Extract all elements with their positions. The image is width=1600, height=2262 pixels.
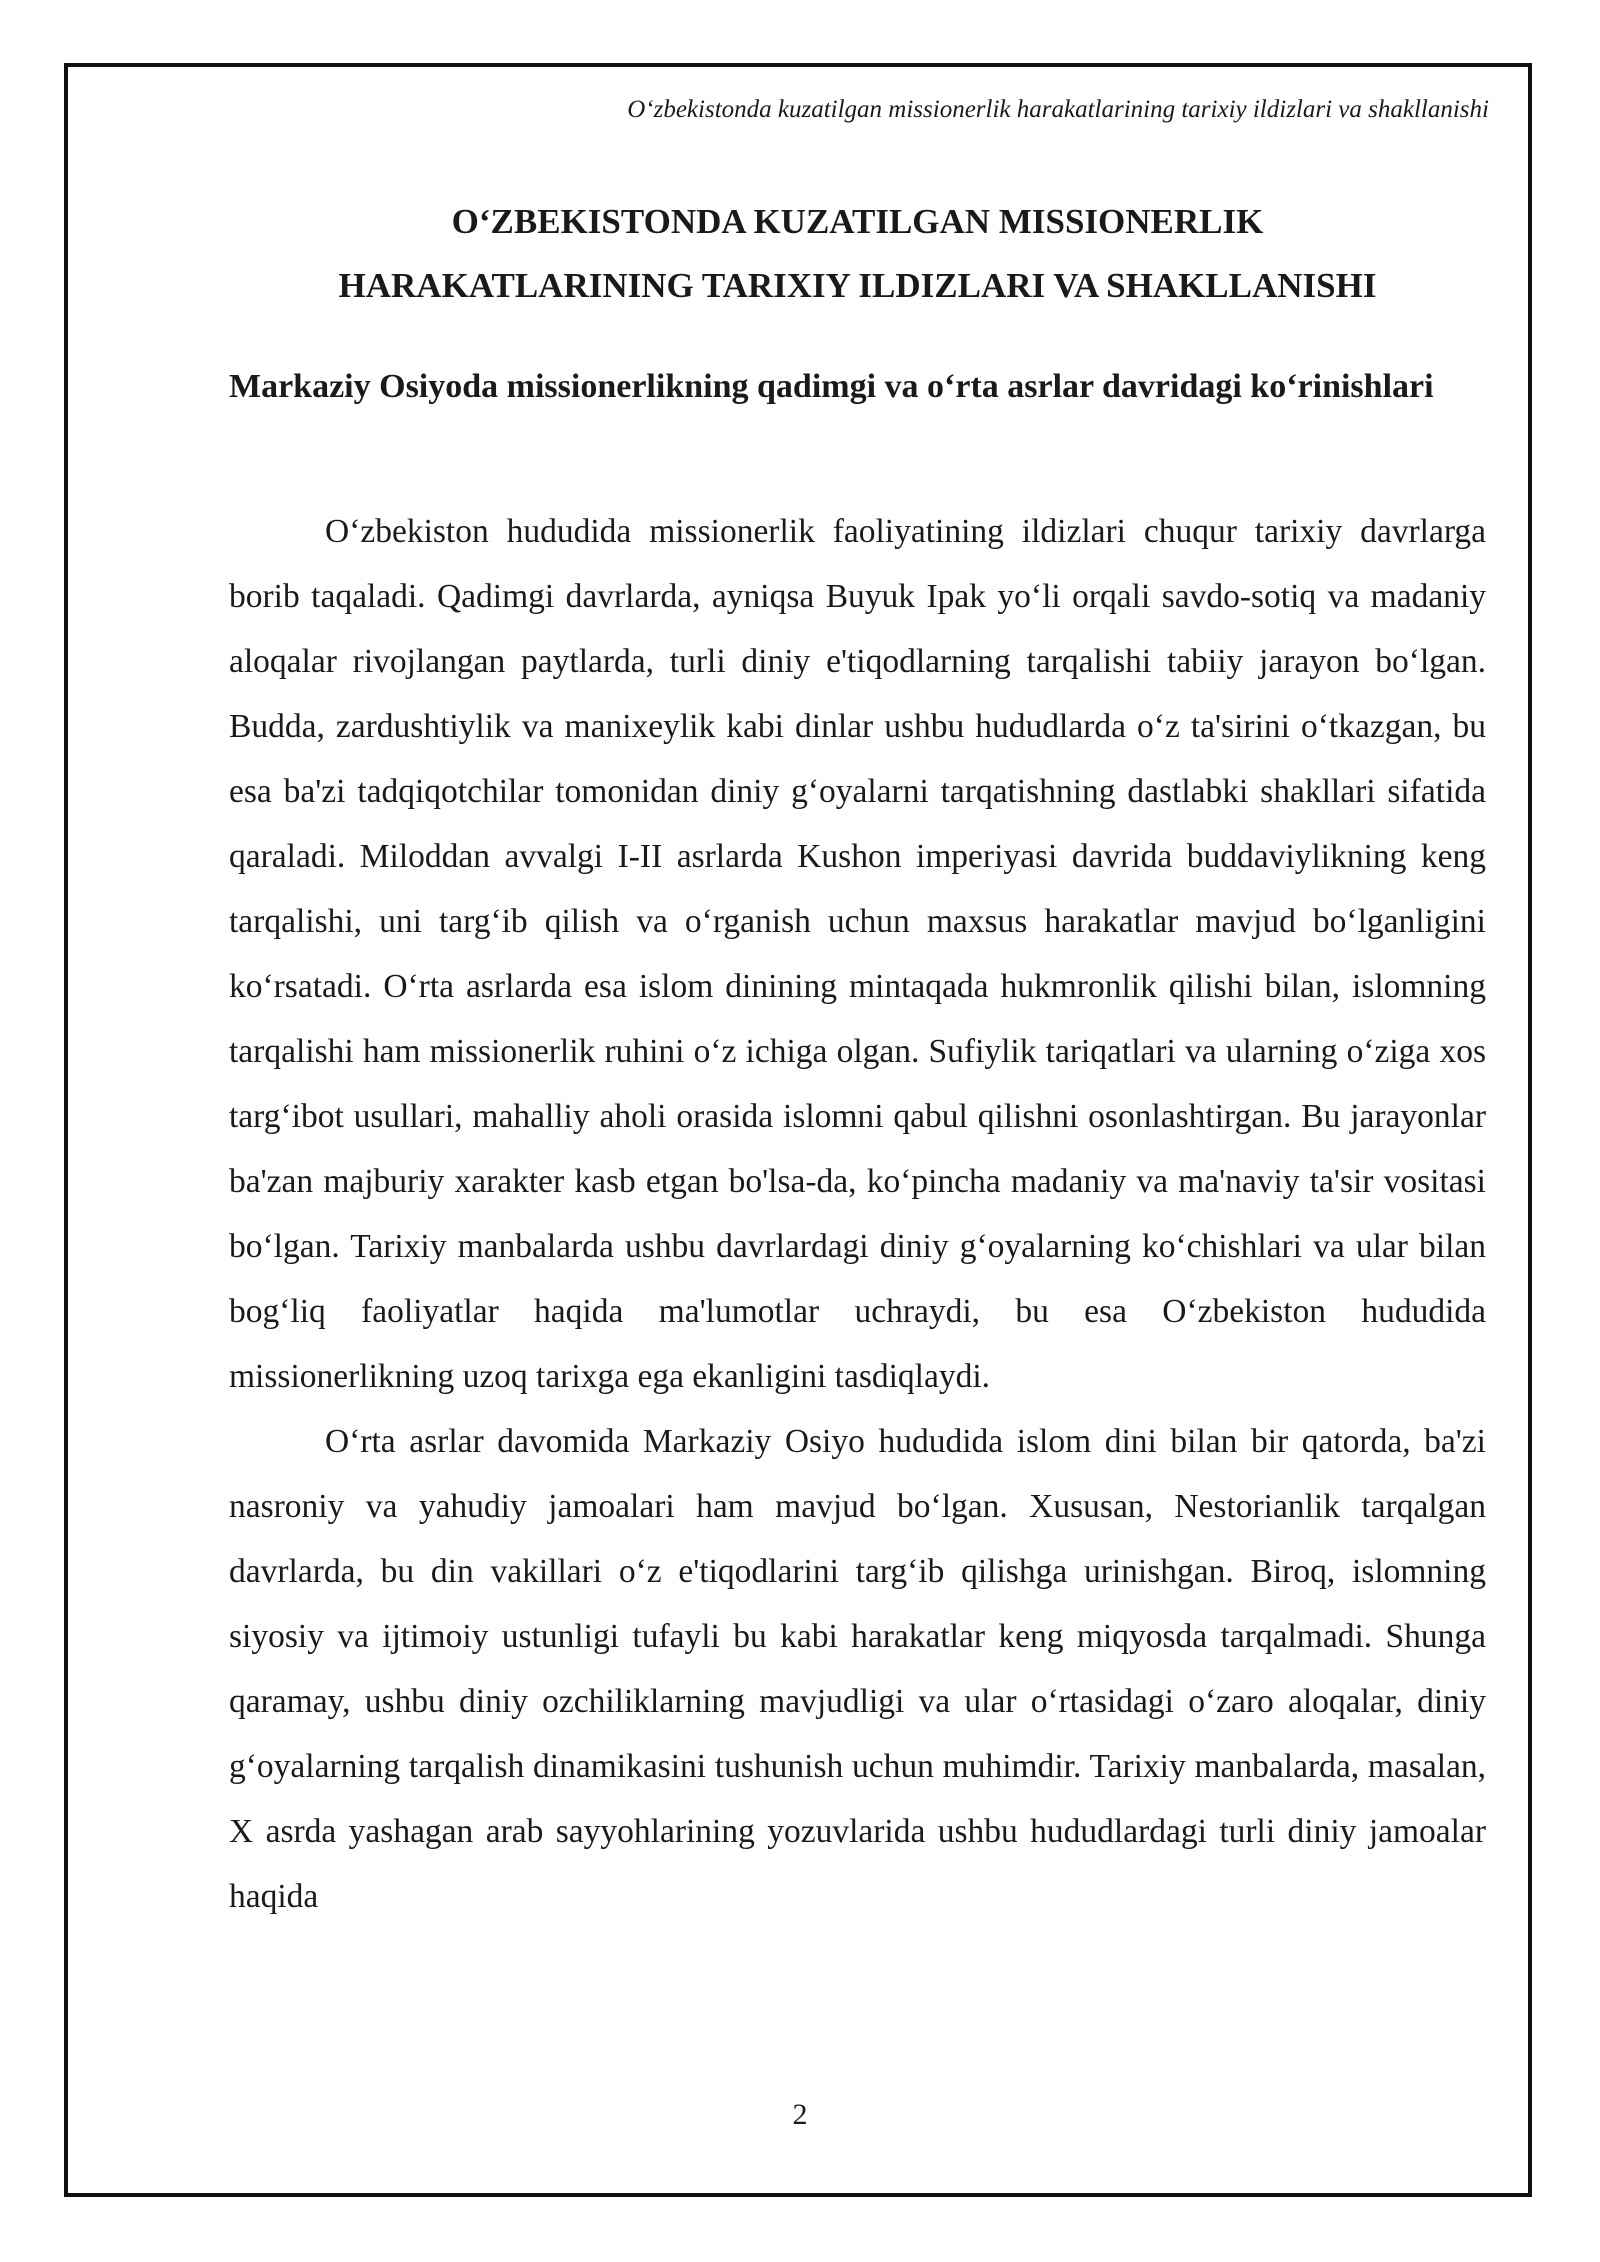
paragraph-2: O‘rta asrlar davomida Markaziy Osiyo hududida islom dini bilan bir qatorda, ba'zi nasroniy va yahudiy jamoalari ham mavjud bo‘lgan. Xususan, Nestorianlik tarqalgan davrlarda, bu din vakillari o‘z e'tiqodlarini targ‘ib qilishga urinishgan. Biroq, islomning siyosiy va ijtimoiy ustunligi tufayli bu kabi harakatlar keng miqyosda tarqalmadi. Shunga qaramay, ushbu diniy ozchiliklarning mavjudligi va ular o‘rtasidagi o‘zaro aloqalar, diniy g‘oyalarning tarqalish dinamikasini tushunish uchun muhimdir. Tarixiy manbalarda, masalan, X asrda yashagan arab sayyohlarining yozuvlarida ushbu hududlardagi turli diniy jamoalar haqida <box>229 1423 1486 1915</box>
document-title <box>229 190 1486 318</box>
body-text <box>229 499 1486 1929</box>
title-line-1: O‘ZBEKISTONDA KUZATILGAN MISSIONERLIK <box>451 202 1264 241</box>
running-header: O‘zbekistonda kuzatilgan missionerlik harakatlarining tarixiy ildizlari va shakllanishi <box>627 96 1489 123</box>
paragraph-1: O‘zbekiston hududida missionerlik faoliyatining ildizlari chuqur tarixiy davrlarga borib taqaladi. Qadimgi davrlarda, ayniqsa Buyuk Ipak yo‘li orqali savdo-sotiq va madaniy aloqalar rivojlangan paytlarda, turli diniy e'tiqodlarning tarqalishi tabiiy jarayon bo‘lgan. Budda, zardushtiylik va manixeylik kabi dinlar ushbu hududlarda o‘z ta'sirini o‘tkazgan, bu esa ba'zi tadqiqotchilar tomonidan diniy g‘oyalarni tarqatishning dastlabki shakllari sifatida qaraladi. Miloddan avvalgi I-II asrlarda Kushon imperiyasi davrida buddaviylikning keng tarqalishi, uni targ‘ib qilish va o‘rganish uchun maxsus harakatlar mavjud bo‘lganligini ko‘rsatadi. O‘rta asrlarda esa islom dinining mintaqada hukmronlik qilishi bilan, islomning tarqalishi ham missionerlik ruhini o‘z ichiga olgan. Sufiylik tariqatlari va ularning o‘ziga xos targ‘ibot usullari, mahalliy aholi orasida islomni qabul qilishni osonlashtirgan. Bu jarayonlar ba'zan majburiy xarakter kasb etgan bo'lsa-da, ko‘pincha madaniy va ma'naviy ta'sir vositasi bo‘lgan. Tarixiy manbalarda ushbu davrlardagi diniy g‘oyalarning ko‘chishlari va ular bilan bog‘liq faoliyatlar haqida ma'lumotlar uchraydi, bu esa O‘zbekiston hududida missionerlikning uzoq tarixga ega ekanligini tasdiqlaydi. <box>229 513 1486 1395</box>
section-heading: Markaziy Osiyoda missionerlikning qadimgi va o‘rta asrlar davridagi ko‘rinishlari <box>229 368 1434 405</box>
title-line-2: HARAKATLARINING TARIXIY ILDIZLARI VA SHAKLLANISHI <box>338 266 1377 305</box>
page-number: 2 <box>792 2098 808 2131</box>
